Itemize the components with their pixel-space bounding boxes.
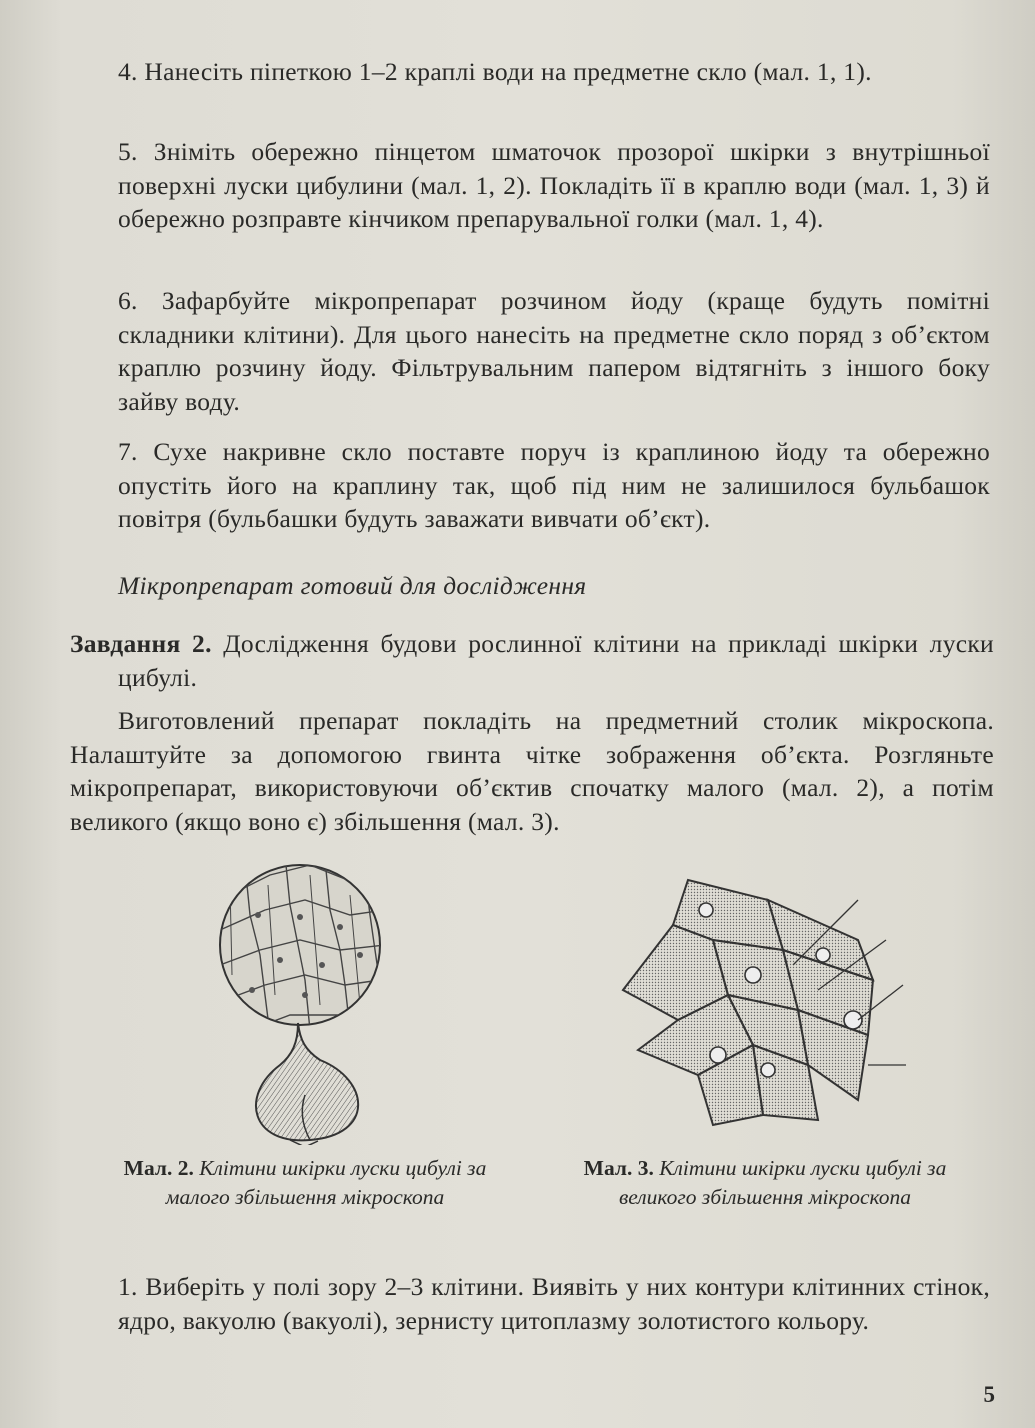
bottom-step-1: 1. Виберіть у полі зору 2–3 клітини. Виявіть у них контури клітинних стінок, ядро, вакуолю (вакуолі), зернисту цитоплазму золотистого кольору. [118, 1272, 990, 1335]
figure-2-caption [95, 1154, 515, 1212]
figure-2-onion-low-magnification [210, 855, 400, 1145]
task-2-body: Виготовлений препарат покладіть на предметний столик мікроскопа. Налаштуйте за допомогою гвинта чітке зображення об’єкта. Розгляньте мікропрепарат, використовуючи об’єктив спочатку малого (мал. 2), а потім великого (якщо воно є) збільшення (мал. 3). [70, 706, 994, 836]
figure-3-label: Мал. 3. [583, 1156, 654, 1180]
page-number: 5 [983, 1382, 995, 1407]
task-2-title: Дослідження будови рослинної клітини на прикладі шкірки луски цибулі. [118, 629, 994, 692]
figure-3-caption [555, 1154, 975, 1212]
step-6: 6. Зафарбуйте мікропрепарат розчином йоду (краще будуть помітні складники клітини). Для цього нанесіть на предметне скло поряд з об’єктом краплю розчину йоду. Фільтрувальним папером відтягніть з іншого боку зайву воду. [118, 286, 990, 416]
figure-3-cells-high-magnification [618, 870, 908, 1140]
figure-2-caption-text: Клітини шкірки луски цибулі за малого збільшення мікроскопа [165, 1156, 487, 1209]
step-5: 5. Зніміть обережно пінцетом шматочок прозорої шкірки з внутрішньої поверхні луски цибулини (мал. 1, 2). Покладіть її в краплю води (мал. 1, 3) й обережно розправте кінчиком препарувальної голки (мал. 1, 4). [118, 137, 990, 233]
task-2-heading [70, 627, 994, 694]
preparation-ready-note: Мікропрепарат готовий для дослідження [118, 571, 587, 600]
step-7: 7. Сухе накривне скло поставте поруч із краплиною йоду та обережно опустіть його на краплину так, щоб під ним не залишилося бульбашок повітря (бульбашки будуть заважати вивчати об’єкт). [118, 437, 990, 533]
task-2-label: Завдання 2. [70, 629, 212, 658]
figure-3-caption-text: Клітини шкірки луски цибулі за великого збільшення мікроскопа [618, 1156, 947, 1209]
figure-2-label: Мал. 2. [123, 1156, 194, 1180]
step-4: 4. Нанесіть піпеткою 1–2 краплі води на предметне скло (мал. 1, 1). [118, 57, 872, 86]
